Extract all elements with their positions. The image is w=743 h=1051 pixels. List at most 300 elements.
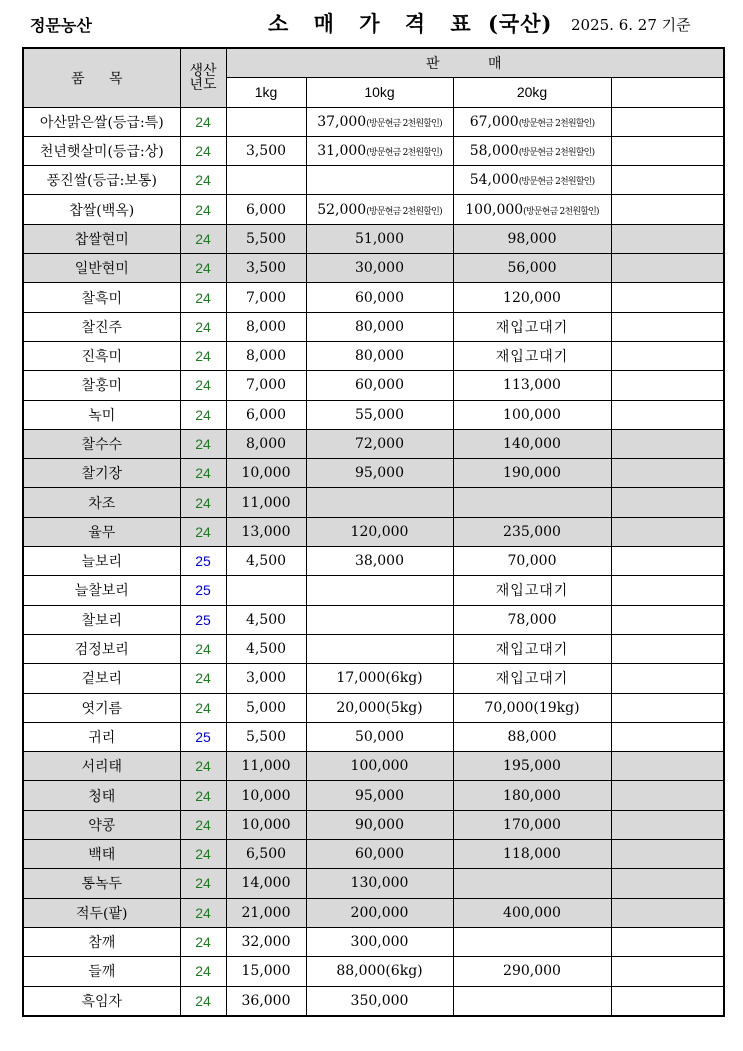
extra-cell [611, 429, 724, 458]
price-20kg-cell [453, 224, 611, 253]
price-1kg-cell-value: 4,500 [245, 611, 287, 628]
price-1kg-cell-value: 3,000 [245, 670, 287, 687]
price-10kg-cell [306, 576, 453, 605]
table-row [23, 136, 724, 165]
table-row [23, 986, 724, 1016]
price-20kg-cell-value: 67,000 [469, 113, 519, 130]
price-20kg-cell-value: 170,000 [503, 816, 561, 833]
price-1kg-cell [226, 107, 306, 136]
item-name-cell [23, 781, 180, 810]
price-10kg-cell [306, 781, 453, 810]
extra-cell [611, 547, 724, 576]
table-row [23, 224, 724, 253]
price-20kg-cell [453, 400, 611, 429]
table-row [23, 400, 724, 429]
price-1kg-cell-value: 11,000 [241, 494, 291, 511]
table-row [23, 957, 724, 986]
price-20kg-cell [453, 781, 611, 810]
price-10kg-cell-value: 52,000 [317, 201, 367, 218]
item-name-cell [23, 605, 180, 634]
price-20kg-cell [453, 459, 611, 488]
table-row [23, 840, 724, 869]
item-name-cell-value: 찰흑미 [81, 290, 123, 307]
price-10kg-cell [306, 752, 453, 781]
price-10kg-cell [306, 107, 453, 136]
item-name-cell-value: 일반현미 [74, 261, 129, 278]
price-1kg-cell [226, 927, 306, 956]
price-20kg-cell-value: 70,000 [507, 553, 557, 570]
price-10kg-cell-value: 51,000 [355, 230, 404, 247]
item-name-cell-value: 겉보리 [81, 671, 123, 688]
price-10kg-cell-value: 80,000 [355, 348, 404, 365]
year-cell [180, 195, 226, 224]
price-1kg-cell [226, 517, 306, 546]
price-1kg-cell [226, 576, 306, 605]
price-1kg-cell-value: 5,000 [245, 699, 287, 716]
price-1kg-cell [226, 898, 306, 927]
price-10kg-cell-value: 350,000 [350, 992, 409, 1009]
year-cell [180, 840, 226, 869]
price-10kg-cell-value: 300,000 [350, 934, 409, 951]
price-20kg-cell-value: 70,000(19kg) [484, 699, 580, 716]
price-10kg-cell [306, 195, 453, 224]
price-1kg-cell [226, 488, 306, 517]
year-cell-value: 24 [195, 406, 211, 423]
table-row [23, 664, 724, 693]
price-1kg-cell [226, 429, 306, 458]
year-cell-value: 24 [195, 992, 211, 1009]
extra-cell [611, 752, 724, 781]
extra-cell [611, 840, 724, 869]
year-cell [180, 283, 226, 312]
price-1kg-cell-value: 21,000 [241, 904, 291, 921]
item-name-cell-value: 청태 [88, 788, 116, 805]
year-cell [180, 459, 226, 488]
year-cell-value: 25 [195, 582, 211, 599]
reference-date: 2025. 6. 27 기준 [571, 16, 691, 34]
item-name-cell-value: 늘보리 [81, 554, 123, 571]
year-cell-value: 24 [195, 113, 211, 130]
year-cell [180, 752, 226, 781]
year-cell [180, 781, 226, 810]
item-name-cell-value: 진흑미 [81, 349, 123, 366]
price-20kg-cell-value: 재입고대기 [495, 349, 569, 366]
price-1kg-cell-value: 32,000 [241, 934, 291, 951]
price-1kg-cell-value: 36,000 [241, 992, 291, 1009]
price-20kg-cell-value: 88,000 [507, 728, 557, 745]
price-10kg-cell [306, 488, 453, 517]
table-row [23, 341, 724, 370]
price-10kg-cell-value: 95,000 [355, 465, 404, 482]
title-main: 소 매 가 격 표 [268, 11, 480, 36]
price-10kg-cell [306, 517, 453, 546]
price-20kg-cell [453, 341, 611, 370]
price-10kg-cell [306, 957, 453, 986]
price-20kg-cell [453, 136, 611, 165]
item-name-cell [23, 810, 180, 839]
price-20kg-cell-value: 195,000 [503, 758, 561, 775]
table-row [23, 312, 724, 341]
company-name: 정문농산 [30, 16, 92, 35]
item-name-cell-value: 들깨 [88, 964, 116, 981]
price-20kg-cell [453, 371, 611, 400]
year-column-header [180, 48, 226, 107]
extra-cell [611, 254, 724, 283]
price-20kg-cell-value: 120,000 [503, 289, 561, 306]
year-cell-value: 24 [195, 787, 211, 804]
table-row [23, 517, 724, 546]
year-cell [180, 371, 226, 400]
extra-cell [611, 107, 724, 136]
price-20kg-cell [453, 927, 611, 956]
price-1kg-cell [226, 341, 306, 370]
table-row [23, 898, 724, 927]
price-10kg-cell [306, 986, 453, 1016]
item-name-cell-value: 적두(팥) [76, 905, 128, 922]
price-1kg-cell [226, 312, 306, 341]
discount-note: (방문현금 2천원할인) [366, 206, 442, 217]
price-1kg-cell-value: 5,500 [245, 728, 287, 745]
price-10kg-cell [306, 429, 453, 458]
item-name-cell [23, 107, 180, 136]
price-20kg-cell-value: 54,000 [469, 172, 519, 189]
price-1kg-cell [226, 547, 306, 576]
item-name-cell [23, 986, 180, 1016]
item-name-cell [23, 840, 180, 869]
item-name-cell [23, 254, 180, 283]
table-row [23, 488, 724, 517]
item-name-cell [23, 752, 180, 781]
price-20kg-cell-value: 290,000 [503, 963, 561, 980]
price-1kg-cell-value: 8,000 [245, 348, 287, 365]
price-1kg-cell [226, 459, 306, 488]
price-10kg-cell [306, 840, 453, 869]
price-10kg-cell-value: 72,000 [355, 436, 404, 452]
price-1kg-cell-value: 11,000 [241, 758, 291, 775]
price-10kg-cell [306, 927, 453, 956]
item-name-cell-value: 찰기장 [81, 466, 123, 483]
item-name-cell-value: 천년햇살미(등급:상) [39, 144, 164, 161]
table-row [23, 927, 724, 956]
price-20kg-cell-value: 98,000 [507, 230, 557, 247]
price-1kg-cell [226, 752, 306, 781]
price-20kg-cell [453, 869, 611, 898]
price-1kg-cell-value: 6,500 [245, 846, 287, 863]
item-column-header: 품 목 [23, 48, 180, 107]
price-20kg-cell [453, 312, 611, 341]
table-row [23, 166, 724, 195]
price-1kg-cell [226, 254, 306, 283]
year-cell [180, 957, 226, 986]
year-cell-value: 24 [195, 348, 211, 365]
item-name-cell-value: 검정보리 [74, 642, 129, 659]
item-name-cell-value: 풍진쌀(등급:보통) [46, 173, 157, 190]
kg20-column-header: 20kg [453, 78, 611, 107]
year-cell-value: 24 [195, 172, 211, 189]
price-10kg-cell [306, 371, 453, 400]
extra-cell [611, 810, 724, 839]
price-20kg-cell-value: 180,000 [503, 787, 561, 804]
price-10kg-cell [306, 224, 453, 253]
price-1kg-cell [226, 605, 306, 634]
item-name-cell-value: 찰진주 [81, 319, 123, 336]
item-name-cell [23, 693, 180, 722]
year-cell [180, 693, 226, 722]
price-1kg-cell-value: 6,000 [245, 201, 287, 218]
discount-note: (방문현금 2천원할인) [366, 118, 442, 129]
price-1kg-cell [226, 634, 306, 663]
year-cell-value: 24 [195, 758, 211, 775]
price-1kg-cell [226, 400, 306, 429]
year-header-line1: 생산 [189, 62, 217, 79]
price-10kg-cell [306, 547, 453, 576]
year-cell [180, 429, 226, 458]
item-name-cell-value: 찹쌀(백옥) [69, 202, 135, 219]
year-cell-value: 24 [195, 641, 211, 658]
item-name-cell [23, 429, 180, 458]
price-1kg-cell [226, 283, 306, 312]
table-row [23, 459, 724, 488]
price-10kg-cell-value: 50,000 [355, 728, 404, 745]
year-cell-value: 25 [195, 611, 211, 628]
item-name-cell [23, 517, 180, 546]
price-1kg-cell-value: 6,000 [245, 406, 287, 423]
price-1kg-cell [226, 664, 306, 693]
item-name-cell [23, 136, 180, 165]
price-20kg-cell-value: 재입고대기 [495, 671, 569, 688]
price-10kg-cell [306, 459, 453, 488]
price-1kg-cell [226, 195, 306, 224]
extra-cell [611, 898, 724, 927]
extra-cell [611, 136, 724, 165]
extra-cell [611, 459, 724, 488]
price-1kg-cell-value: 8,000 [245, 318, 287, 335]
item-name-cell [23, 488, 180, 517]
price-10kg-cell [306, 283, 453, 312]
price-20kg-cell [453, 605, 611, 634]
year-cell-value: 24 [195, 201, 211, 218]
extra-cell [611, 781, 724, 810]
item-name-cell-value: 백태 [88, 847, 116, 864]
price-10kg-cell-value: 95,000 [355, 787, 404, 804]
price-20kg-cell-value: 58,000 [469, 143, 519, 160]
price-10kg-cell [306, 898, 453, 927]
price-1kg-cell [226, 840, 306, 869]
price-1kg-cell-value: 10,000 [241, 465, 291, 482]
price-20kg-cell-value: 78,000 [507, 611, 557, 628]
item-name-cell-value: 녹미 [88, 407, 116, 424]
item-name-cell-value: 귀리 [88, 729, 116, 746]
price-20kg-cell [453, 517, 611, 546]
extra-cell [611, 693, 724, 722]
table-row [23, 254, 724, 283]
table-row [23, 429, 724, 458]
price-10kg-cell-value: 31,000 [317, 143, 367, 160]
table-row [23, 547, 724, 576]
extra-cell [611, 869, 724, 898]
discount-note: (방문현금 2천원할인) [518, 148, 595, 159]
price-1kg-cell-value: 7,000 [245, 377, 287, 394]
price-20kg-cell [453, 107, 611, 136]
year-cell [180, 254, 226, 283]
item-name-cell [23, 224, 180, 253]
price-1kg-cell-value: 4,500 [245, 553, 287, 570]
price-10kg-cell-value: 37,000 [317, 113, 367, 130]
year-cell [180, 488, 226, 517]
item-name-cell-value: 엿기름 [81, 700, 123, 717]
item-name-cell-value: 찹쌀현미 [74, 231, 129, 248]
year-cell [180, 986, 226, 1016]
price-1kg-cell-value: 5,500 [245, 230, 287, 247]
year-cell [180, 927, 226, 956]
price-1kg-cell [226, 693, 306, 722]
extra-cell [611, 166, 724, 195]
price-10kg-cell [306, 341, 453, 370]
year-cell-value: 24 [195, 494, 211, 511]
item-name-cell-value: 서리태 [81, 759, 123, 776]
extra-cell [611, 488, 724, 517]
price-20kg-cell [453, 664, 611, 693]
price-10kg-cell [306, 254, 453, 283]
year-cell-value: 24 [195, 289, 211, 306]
year-cell [180, 605, 226, 634]
year-cell-value: 24 [195, 377, 211, 394]
item-name-cell [23, 898, 180, 927]
price-20kg-cell [453, 576, 611, 605]
price-1kg-cell [226, 869, 306, 898]
title-sub: (국산) [488, 11, 553, 36]
extra-cell [611, 195, 724, 224]
price-1kg-cell [226, 371, 306, 400]
price-20kg-cell-value: 100,000 [465, 201, 524, 218]
year-cell [180, 400, 226, 429]
price-10kg-cell-value: 30,000 [355, 260, 404, 277]
item-name-cell-value: 늘찰보리 [74, 583, 129, 600]
extra-cell [611, 341, 724, 370]
table-row [23, 605, 724, 634]
item-name-cell-value: 찰홍미 [81, 378, 123, 395]
item-name-cell-value: 참깨 [88, 935, 116, 952]
table-row [23, 810, 724, 839]
price-1kg-cell-value: 4,500 [245, 641, 287, 658]
year-cell [180, 547, 226, 576]
year-cell [180, 664, 226, 693]
year-cell-value: 24 [195, 670, 211, 687]
table-row [23, 781, 724, 810]
price-20kg-cell [453, 752, 611, 781]
price-10kg-cell [306, 166, 453, 195]
year-cell-value: 24 [195, 846, 211, 863]
price-1kg-cell [226, 957, 306, 986]
extra-cell [611, 927, 724, 956]
price-1kg-cell [226, 722, 306, 751]
discount-note: (방문현금 2천원할인) [518, 177, 595, 188]
price-10kg-cell-value: 60,000 [355, 377, 404, 394]
item-name-cell [23, 371, 180, 400]
extra-column-header [611, 78, 724, 107]
discount-note: (방문현금 2천원할인) [366, 148, 442, 159]
extra-cell [611, 576, 724, 605]
price-1kg-cell [226, 781, 306, 810]
price-20kg-cell-value: 재입고대기 [495, 642, 569, 659]
year-cell [180, 341, 226, 370]
year-cell-value: 24 [195, 816, 211, 833]
price-10kg-cell [306, 693, 453, 722]
year-cell-value: 24 [195, 465, 211, 482]
year-header-line2: 년도 [189, 76, 217, 93]
extra-cell [611, 517, 724, 546]
price-10kg-cell-value: 60,000 [355, 846, 404, 863]
kg1-column-header: 1kg [226, 78, 306, 107]
price-20kg-cell-value: 140,000 [503, 436, 561, 452]
item-name-cell [23, 166, 180, 195]
item-name-cell [23, 957, 180, 986]
kg10-column-header: 10kg [306, 78, 453, 107]
price-20kg-cell-value: 56,000 [507, 260, 557, 277]
item-name-cell-value: 찰수수 [81, 437, 123, 453]
price-10kg-cell [306, 136, 453, 165]
table-row [23, 752, 724, 781]
price-20kg-cell [453, 429, 611, 458]
item-name-cell-value: 찰보리 [81, 612, 123, 629]
price-10kg-cell-value: 130,000 [350, 875, 409, 892]
price-10kg-cell [306, 869, 453, 898]
price-20kg-cell [453, 840, 611, 869]
year-cell-value: 24 [195, 904, 211, 921]
item-name-cell [23, 195, 180, 224]
item-name-cell [23, 927, 180, 956]
price-1kg-cell-value: 3,500 [245, 260, 287, 277]
extra-cell [611, 605, 724, 634]
price-10kg-cell [306, 810, 453, 839]
price-1kg-cell-value: 10,000 [241, 787, 291, 804]
price-20kg-cell [453, 166, 611, 195]
table-row [23, 722, 724, 751]
price-20kg-cell [453, 283, 611, 312]
price-20kg-cell [453, 722, 611, 751]
item-name-cell [23, 634, 180, 663]
item-name-cell [23, 312, 180, 341]
price-10kg-cell [306, 634, 453, 663]
year-cell [180, 634, 226, 663]
header-row-top [23, 48, 724, 78]
price-1kg-cell [226, 986, 306, 1016]
price-10kg-cell-value: 100,000 [350, 758, 409, 775]
extra-cell [611, 986, 724, 1016]
item-name-cell [23, 576, 180, 605]
price-20kg-cell-value: 118,000 [503, 846, 561, 863]
year-cell-value: 24 [195, 436, 211, 452]
price-10kg-cell-value: 88,000(6kg) [336, 963, 423, 980]
price-1kg-cell-value: 3,500 [245, 143, 287, 160]
item-name-cell-value: 아산맑은쌀(등급:특) [39, 114, 164, 131]
year-cell-value: 24 [195, 934, 211, 951]
price-10kg-cell-value: 60,000 [355, 289, 404, 306]
price-1kg-cell-value: 13,000 [241, 523, 291, 540]
year-cell-value: 24 [195, 230, 211, 247]
year-cell [180, 312, 226, 341]
table-row [23, 371, 724, 400]
extra-cell [611, 312, 724, 341]
year-cell [180, 898, 226, 927]
item-name-cell [23, 664, 180, 693]
price-20kg-cell-value: 113,000 [503, 377, 561, 394]
table-row [23, 869, 724, 898]
extra-cell [611, 664, 724, 693]
year-cell-value: 24 [195, 523, 211, 540]
price-20kg-cell [453, 810, 611, 839]
table-row [23, 283, 724, 312]
